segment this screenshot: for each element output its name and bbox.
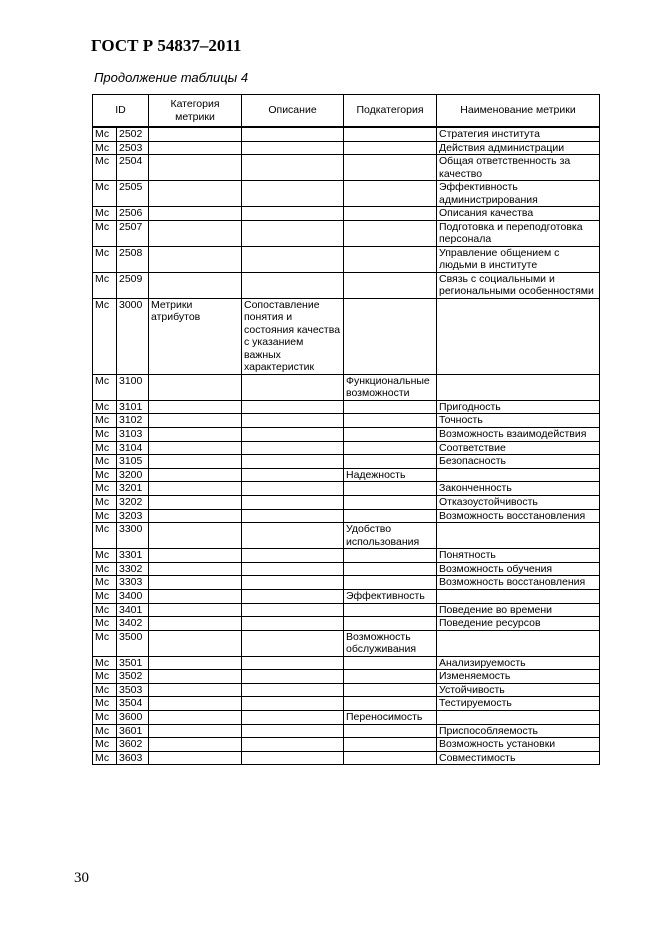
cell-description	[242, 400, 344, 414]
table-row	[93, 711, 600, 725]
cell-number: 3502	[117, 670, 149, 684]
header-subcategory: Подкатегория	[344, 95, 437, 128]
cell-metric-name: Действия администрации	[437, 141, 600, 155]
cell-description	[242, 549, 344, 563]
cell-type: Мс	[93, 617, 117, 631]
cell-subcategory	[344, 455, 437, 469]
cell-number: 2508	[117, 246, 149, 272]
cell-subcategory	[344, 414, 437, 428]
cell-subcategory	[344, 576, 437, 590]
cell-subcategory: Эффективность	[344, 589, 437, 603]
cell-type: Мс	[93, 374, 117, 400]
cell-type: Мс	[93, 455, 117, 469]
cell-metric-name: Приспособляемость	[437, 724, 600, 738]
cell-category	[149, 738, 242, 752]
cell-number: 3503	[117, 683, 149, 697]
cell-subcategory	[344, 141, 437, 155]
cell-number: 2505	[117, 181, 149, 207]
cell-category	[149, 181, 242, 207]
cell-description	[242, 576, 344, 590]
page-number: 30	[74, 870, 89, 886]
table-header	[93, 95, 600, 128]
cell-number: 2509	[117, 272, 149, 298]
cell-type: Мс	[93, 298, 117, 374]
cell-description	[242, 670, 344, 684]
cell-type: Мс	[93, 523, 117, 549]
cell-number: 3500	[117, 630, 149, 656]
cell-metric-name: Понятность	[437, 549, 600, 563]
cell-metric-name: Законченность	[437, 482, 600, 496]
table-row	[93, 603, 600, 617]
table-row	[93, 155, 600, 181]
cell-subcategory	[344, 207, 437, 221]
table-row	[93, 576, 600, 590]
cell-metric-name	[437, 630, 600, 656]
cell-number: 3100	[117, 374, 149, 400]
cell-category	[149, 576, 242, 590]
cell-description	[242, 414, 344, 428]
cell-type: Мс	[93, 589, 117, 603]
cell-subcategory: Переносимость	[344, 711, 437, 725]
cell-subcategory	[344, 724, 437, 738]
table-row	[93, 441, 600, 455]
table-row	[93, 414, 600, 428]
cell-type: Мс	[93, 751, 117, 765]
cell-category	[149, 562, 242, 576]
cell-number: 2503	[117, 141, 149, 155]
cell-description	[242, 656, 344, 670]
cell-description	[242, 630, 344, 656]
cell-type: Мс	[93, 400, 117, 414]
table-row	[93, 670, 600, 684]
cell-number: 2504	[117, 155, 149, 181]
cell-description	[242, 738, 344, 752]
cell-metric-name: Тестируемость	[437, 697, 600, 711]
cell-description	[242, 562, 344, 576]
cell-type: Мс	[93, 683, 117, 697]
cell-number: 3400	[117, 589, 149, 603]
cell-type: Мс	[93, 127, 117, 141]
cell-metric-name	[437, 374, 600, 400]
cell-number: 3401	[117, 603, 149, 617]
cell-description	[242, 724, 344, 738]
cell-category	[149, 670, 242, 684]
cell-type: Мс	[93, 246, 117, 272]
table-row	[93, 207, 600, 221]
cell-subcategory: Функциональные возможности	[344, 374, 437, 400]
table-row	[93, 400, 600, 414]
cell-metric-name: Возможность установки	[437, 738, 600, 752]
cell-category	[149, 220, 242, 246]
cell-category	[149, 272, 242, 298]
cell-metric-name: Совместимость	[437, 751, 600, 765]
cell-subcategory: Надежность	[344, 468, 437, 482]
cell-category	[149, 603, 242, 617]
table-row	[93, 589, 600, 603]
cell-number: 2506	[117, 207, 149, 221]
table-row	[93, 455, 600, 469]
table-row	[93, 427, 600, 441]
cell-number: 3600	[117, 711, 149, 725]
table-row	[93, 617, 600, 631]
cell-category	[149, 207, 242, 221]
cell-number: 3203	[117, 509, 149, 523]
cell-subcategory	[344, 246, 437, 272]
cell-type: Мс	[93, 509, 117, 523]
cell-metric-name	[437, 523, 600, 549]
cell-description	[242, 141, 344, 155]
cell-number: 2507	[117, 220, 149, 246]
cell-category	[149, 127, 242, 141]
cell-description	[242, 617, 344, 631]
cell-description	[242, 220, 344, 246]
table-row	[93, 141, 600, 155]
cell-metric-name: Безопасность	[437, 455, 600, 469]
cell-number: 3603	[117, 751, 149, 765]
cell-category	[149, 711, 242, 725]
cell-metric-name: Отказоустойчивость	[437, 495, 600, 509]
table-caption: Продолжение таблицы 4	[94, 70, 249, 85]
cell-type: Мс	[93, 220, 117, 246]
cell-number: 3504	[117, 697, 149, 711]
cell-metric-name: Поведение во времени	[437, 603, 600, 617]
table-row	[93, 220, 600, 246]
cell-category	[149, 427, 242, 441]
table-row	[93, 374, 600, 400]
cell-number: 3602	[117, 738, 149, 752]
table-row	[93, 468, 600, 482]
cell-type: Мс	[93, 630, 117, 656]
cell-type: Мс	[93, 697, 117, 711]
cell-description	[242, 523, 344, 549]
cell-category	[149, 617, 242, 631]
cell-type: Мс	[93, 441, 117, 455]
cell-metric-name: Изменяемость	[437, 670, 600, 684]
table-row	[93, 697, 600, 711]
cell-subcategory	[344, 562, 437, 576]
metrics-table	[92, 94, 600, 765]
cell-metric-name	[437, 298, 600, 374]
cell-category	[149, 589, 242, 603]
cell-number: 3101	[117, 400, 149, 414]
cell-subcategory	[344, 127, 437, 141]
cell-description: Сопоставление понятия и состояния качества с указанием важных характеристик	[242, 298, 344, 374]
cell-number: 3202	[117, 495, 149, 509]
cell-category	[149, 495, 242, 509]
cell-metric-name: Устойчивость	[437, 683, 600, 697]
cell-number: 3501	[117, 656, 149, 670]
cell-description	[242, 589, 344, 603]
cell-metric-name: Подготовка и переподготовка персонала	[437, 220, 600, 246]
cell-metric-name: Возможность восстановления	[437, 509, 600, 523]
cell-category	[149, 374, 242, 400]
cell-metric-name: Описания качества	[437, 207, 600, 221]
table-row	[93, 509, 600, 523]
cell-type: Мс	[93, 603, 117, 617]
cell-category	[149, 441, 242, 455]
cell-type: Мс	[93, 181, 117, 207]
cell-metric-name	[437, 589, 600, 603]
cell-metric-name: Возможность обучения	[437, 562, 600, 576]
cell-type: Мс	[93, 711, 117, 725]
cell-type: Мс	[93, 656, 117, 670]
cell-number: 3402	[117, 617, 149, 631]
cell-category	[149, 724, 242, 738]
cell-type: Мс	[93, 549, 117, 563]
table-row	[93, 246, 600, 272]
cell-metric-name: Управление общением с людьми в институте	[437, 246, 600, 272]
header-category: Категория метрики	[149, 95, 242, 128]
cell-description	[242, 155, 344, 181]
cell-category	[149, 468, 242, 482]
cell-number: 3102	[117, 414, 149, 428]
table-row	[93, 523, 600, 549]
cell-description	[242, 127, 344, 141]
cell-description	[242, 272, 344, 298]
cell-type: Мс	[93, 272, 117, 298]
cell-category	[149, 455, 242, 469]
cell-type: Мс	[93, 495, 117, 509]
cell-subcategory	[344, 656, 437, 670]
cell-category	[149, 751, 242, 765]
cell-type: Мс	[93, 670, 117, 684]
cell-type: Мс	[93, 482, 117, 496]
cell-type: Мс	[93, 155, 117, 181]
cell-subcategory	[344, 549, 437, 563]
table-body	[93, 127, 600, 765]
cell-type: Мс	[93, 562, 117, 576]
cell-description	[242, 441, 344, 455]
header-metric-name: Наименование метрики	[437, 95, 600, 128]
cell-number: 3103	[117, 427, 149, 441]
header-row	[93, 95, 600, 128]
cell-number: 3201	[117, 482, 149, 496]
cell-metric-name: Поведение ресурсов	[437, 617, 600, 631]
cell-number: 3200	[117, 468, 149, 482]
cell-metric-name: Анализируемость	[437, 656, 600, 670]
table-row	[93, 724, 600, 738]
table-row	[93, 562, 600, 576]
cell-category	[149, 630, 242, 656]
cell-metric-name: Связь с социальными и региональными особенностями	[437, 272, 600, 298]
table-row	[93, 127, 600, 141]
cell-subcategory: Удобство использования	[344, 523, 437, 549]
cell-type: Мс	[93, 576, 117, 590]
cell-type: Мс	[93, 141, 117, 155]
cell-metric-name: Пригодность	[437, 400, 600, 414]
header-description: Описание	[242, 95, 344, 128]
cell-category	[149, 683, 242, 697]
cell-subcategory	[344, 617, 437, 631]
cell-type: Мс	[93, 724, 117, 738]
cell-subcategory	[344, 155, 437, 181]
cell-category	[149, 509, 242, 523]
cell-category	[149, 141, 242, 155]
cell-metric-name: Возможность восстановления	[437, 576, 600, 590]
cell-category	[149, 523, 242, 549]
table-row	[93, 272, 600, 298]
cell-description	[242, 509, 344, 523]
cell-metric-name: Возможность взаимодействия	[437, 427, 600, 441]
cell-number: 3303	[117, 576, 149, 590]
cell-type: Мс	[93, 468, 117, 482]
cell-description	[242, 495, 344, 509]
cell-description	[242, 455, 344, 469]
cell-description	[242, 603, 344, 617]
cell-description	[242, 711, 344, 725]
cell-number: 3301	[117, 549, 149, 563]
cell-subcategory	[344, 220, 437, 246]
cell-description	[242, 374, 344, 400]
cell-metric-name: Соответствие	[437, 441, 600, 455]
cell-metric-name: Стратегия института	[437, 127, 600, 141]
header-id: ID	[93, 95, 149, 128]
cell-subcategory	[344, 603, 437, 617]
cell-number: 3105	[117, 455, 149, 469]
cell-metric-name: Общая ответственность за качество	[437, 155, 600, 181]
cell-subcategory: Возможность обслуживания	[344, 630, 437, 656]
cell-subcategory	[344, 482, 437, 496]
table-row	[93, 495, 600, 509]
cell-type: Мс	[93, 738, 117, 752]
cell-category	[149, 414, 242, 428]
cell-category: Метрики атрибутов	[149, 298, 242, 374]
cell-subcategory	[344, 441, 437, 455]
table-row	[93, 482, 600, 496]
table-row	[93, 656, 600, 670]
cell-subcategory	[344, 427, 437, 441]
cell-description	[242, 207, 344, 221]
cell-category	[149, 155, 242, 181]
table-row	[93, 181, 600, 207]
cell-description	[242, 468, 344, 482]
table-row	[93, 298, 600, 374]
cell-type: Мс	[93, 427, 117, 441]
cell-category	[149, 549, 242, 563]
table-row	[93, 630, 600, 656]
cell-category	[149, 656, 242, 670]
table-row	[93, 549, 600, 563]
cell-subcategory	[344, 400, 437, 414]
cell-category	[149, 246, 242, 272]
cell-subcategory	[344, 751, 437, 765]
cell-description	[242, 427, 344, 441]
cell-metric-name: Эффективность администрирования	[437, 181, 600, 207]
cell-metric-name	[437, 468, 600, 482]
cell-subcategory	[344, 697, 437, 711]
cell-description	[242, 181, 344, 207]
cell-subcategory	[344, 181, 437, 207]
cell-number: 3000	[117, 298, 149, 374]
cell-description	[242, 246, 344, 272]
cell-number: 3601	[117, 724, 149, 738]
cell-subcategory	[344, 683, 437, 697]
cell-number: 3302	[117, 562, 149, 576]
cell-description	[242, 683, 344, 697]
cell-subcategory	[344, 298, 437, 374]
cell-number: 3300	[117, 523, 149, 549]
cell-type: Мс	[93, 207, 117, 221]
cell-subcategory	[344, 272, 437, 298]
cell-subcategory	[344, 738, 437, 752]
cell-number: 3104	[117, 441, 149, 455]
table-row	[93, 751, 600, 765]
table-row	[93, 738, 600, 752]
table-row	[93, 683, 600, 697]
cell-subcategory	[344, 509, 437, 523]
cell-description	[242, 751, 344, 765]
cell-subcategory	[344, 495, 437, 509]
cell-number: 2502	[117, 127, 149, 141]
cell-category	[149, 400, 242, 414]
document-header: ГОСТ Р 54837–2011	[91, 36, 242, 55]
cell-description	[242, 482, 344, 496]
cell-type: Мс	[93, 414, 117, 428]
cell-description	[242, 697, 344, 711]
cell-metric-name: Точность	[437, 414, 600, 428]
cell-category	[149, 482, 242, 496]
cell-subcategory	[344, 670, 437, 684]
cell-category	[149, 697, 242, 711]
cell-metric-name	[437, 711, 600, 725]
